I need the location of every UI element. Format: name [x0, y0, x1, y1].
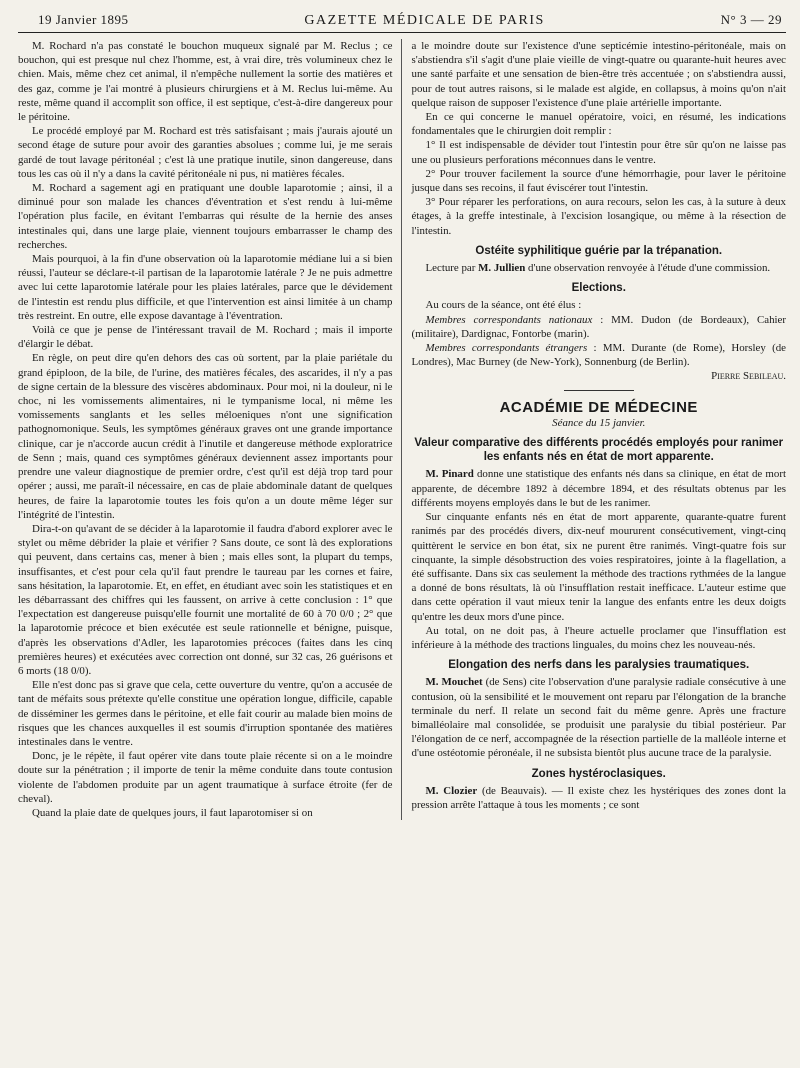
paragraph [412, 784, 787, 812]
paragraph: Donc, je le répète, il faut opérer vite dans toute plaie récente si on a le moindre doute sur la pénétration ; il importe de tenir la même conduite dans toute contusion violente de l'abdomen produite par un agent traumatique à surface étroite (fer de cheval). [18, 750, 393, 805]
paragraph: Au cours de la séance, ont été élus : [425, 299, 582, 312]
paragraph [412, 467, 787, 510]
paragraph: 1° Il est indispensable de dévider tout l'intestin pour être sûr qu'on ne laisse pas une ou plusieurs perforations méconnues dans le ventre. [411, 139, 786, 166]
text: : MM. Durante (de Rome), Horsley (de Londres), Mac Burney (de New-York), Sonnenburg (de Berlin). [411, 342, 786, 369]
paragraph [412, 261, 787, 275]
paragraph: Au total, on ne doit pas, à l'heure actuelle proclamer que l'insufflation est inférieure à la méthode des tractions linguales, du moins chez les nouveau-nés. [411, 624, 786, 651]
divider [564, 390, 634, 391]
text: d'une observation renvoyée à l'étude d'une commission. [525, 262, 771, 275]
signature: Pierre Sebileau. [711, 370, 786, 383]
label: Membres correspondants nationaux [425, 313, 593, 326]
header-number: N° 3 — 29 [720, 12, 782, 27]
paragraph: Sur cinquante enfants nés en état de mort apparente, quarante-quatre furent ranimés par des procédés divers, dix-neuf moururent consécutivement, vingt-cinq quittèrent le service en bon état, six ne purent être ranimés. Vingt-quatre fois sur cinquante, la simple désobstruction des voies respiratoires, jointe à la flagellation, a été suffisante. Dans six cas seulement la méthode des tractions rythmées de la langue a donné de bons résultats, là où l'insufflation restait inefficace. L'auteur estime que dans cette opération il vaut mieux tenir la langue des enfants entre les deux doigts qu'entre les deux mors d'une pince. [411, 511, 786, 623]
text: Lecture par [425, 262, 479, 275]
author-name: M. Pinard [425, 468, 474, 481]
section-heading-zones: Zones hystéroclasiques. [531, 767, 666, 780]
paragraph: a le moindre doute sur l'existence d'une septicémie intestino-péritonéale, mais on s'abstiendra s'il s'agit d'une plaie vieille de vingt-quatre ou quarante-huit heures avec une santé parfaite et une sensation de bien-être très accentuée ; on s'abstiendra aussi, pour de tout autres raisons, si le malade est algide, en collapsus, à moins qu'on n'ait quelque raison de supposer l'existence d'une plaie artérielle importante. [411, 40, 786, 109]
columns [18, 39, 786, 820]
text: donne une statistique des enfants nés dans sa clinique, en état de mort apparente, de décembre 1892 à décembre 1894, et des résultats obtenus par les différents moyens employés dans le but de les ranimer. [411, 468, 786, 509]
paragraph [412, 341, 787, 369]
right-column [402, 39, 787, 820]
author-name: M. Clozier [425, 784, 478, 797]
paragraph: Le procédé employé par M. Rochard est très satisfaisant ; mais j'aurais ajouté un second étage de suture pour avoir des garanties absolues ; comme lui, je me serais gardé de tout lavage péritonéal ; c'est là une pratique inutile, sinon dangereuse, dans tous les cas où il n'y a dans la cavité péritonéale ni pus, ni matières fécales. [18, 125, 393, 180]
section-heading-osteite: Ostéite syphilitique guérie par la trépanation. [475, 244, 723, 257]
paragraph [412, 675, 787, 760]
left-column [18, 39, 402, 820]
paragraph: 3° Pour réparer les perforations, on aura recours, selon les cas, à la suture à deux étages, à la greffe intestinale, à l'excision losangique, ou même à la résection de l'intestin. [411, 196, 786, 237]
paragraph: En ce qui concerne le manuel opératoire, voici, en résumé, les indications fondamentales que le chirurgien doit remplir : [411, 111, 786, 138]
paragraph: Elle n'est donc pas si grave que cela, cette ouverture du ventre, qu'on a accusée de tant de méfaits sous prétexte qu'elle constitue une opération longue, difficile, capable de disséminer les germes dans le péritoine, et elle fait courir au malade bien moins de risques que les chances auxquelles il est soumis d'irruption spontanée des matières intestinales dans le ventre. [18, 679, 393, 748]
paragraph: Dira-t-on qu'avant de se décider à la laparotomie il faudra d'abord explorer avec le stylet ou même débrider la plaie et vérifier ? Sans doute, ce sont là des explorations qui peuvent, dans certains cas, mener à bien ; mais elles sont, la plupart du temps, insuffisantes, et c'est pour cela qu'il faut prendre le taureau par les cornes et faire, sans hésitation, la laparotomie. Et, en effet, en étudiant avec soin les statistiques et en les débarrassant des chiffres qui les faussent, on arrive à cette conclusion : 1° que l'expectation est dangereuse puisqu'elle fournit une mortalité de 60 à 70 0/0 ; 2° que la laparotomie précoce et bien exécutée est seule rationnelle et bénigne, puisque, d'après les observations d'Adler, les laparotomies précoces (faites dans les cinq premières heures) et exécutées avec correction ont donné, sur 32 cas, 26 guérisons et 6 morts (18 0/0). [18, 522, 393, 677]
paragraph: Quand la plaie date de quelques jours, il faut laparotomiser si on [32, 806, 313, 819]
author-name: M. Mouchet [425, 676, 483, 689]
section-heading-elongation: Elongation des nerfs dans les paralysies traumatiques. [448, 659, 750, 672]
text: (de Sens) cite l'observation d'une paralysie radiale consécutive à une contusion, où la sensibilité et le mouvement ont reparu par l'élongation de la branche terminale du nerf. Il relate un second fait du même genre. Après une fracture bimalléolaire mal consolidée, se produisit une paralysie du tibial postérieur. Par l'élongation de ce nerf, accompagnée de la résection partielle de la malléole interne et d'une ostéotomie péronéale, il ne subsista bientôt plus aucune trace de la paralysie. [411, 676, 786, 760]
page-header [18, 12, 786, 33]
author-name: M. Jullien [478, 262, 526, 275]
paragraph: M. Rochard a sagement agi en pratiquant une double laparotomie ; ainsi, il a diminué pour son malade les chances d'éventration et s'est rendu à lui-même l'opération plus facile, en évitant l'embarras qui résulte de la hernie des anses intestinales qui, dans une large plaie, viennent toujours embarrasser le champ des recherches. [18, 182, 393, 251]
academy-heading: ACADÉMIE DE MÉDECINE [499, 398, 698, 416]
header-title: GAZETTE MÉDICALE DE PARIS [304, 13, 545, 28]
text: (de Beauvais). — Il existe chez les hystériques des zones dont la pression arrête l'attaque à tous les moments ; ce sont [411, 784, 786, 811]
paragraph: En règle, on peut dire qu'en dehors des cas où sortent, par la plaie pariétale du grand épiploon, de la bile, de l'urine, des matières fécales, des ascarides, il n'y a pas de signe certain de la blessure des viscères abdominaux. Pour moi, ni la douleur, ni le choc, ni les vomissements alimentaires, ni le tympanisme local, ni même les vomissements sanglants et les selles méloeniques n'ont une signification pathognomonique. Seuls, les symptômes généraux graves ont une grande importance clinique, car je n'accorde aucun crédit à l'inutile et dangereuse méthode exploratrice de Senn ; mais, quand ces symptômes généraux deviennent assez importants pour prendre une valeur diagnostique de premier ordre, c'est qu'il est déjà trop tard pour opérer ; aussi, me paraît-il nécessaire, en cas de plaie abdominale datant de quelques heures, de faire la laparotomie toutes les fois qu'on a un doute même léger sur l'intégrité de l'intestin. [18, 352, 393, 521]
paragraph: 2° Pour trouver facilement la source d'une hémorrhagie, pour laver le péritoine jusque dans ses recoins, il faut éviscérer tout l'intestin. [411, 167, 786, 195]
paragraph: Mais pourquoi, à la fin d'une observation où la laparotomie médiane lui a si bien réussi, l'auteur se déclare-t-il partisan de la laparotomie latérale ? Je ne puis admettre avec lui cette laparotomie latérale pour les plaies latérales, parce que le dévidement de l'intestin est rendu plus difficile, et que l'intervention est ainsi limitée à un champ très restreint. En outre, elle expose davantage à l'éventration. [18, 253, 393, 322]
section-heading-valeur: Valeur comparative des différents procédés employés pour ranimer les enfants nés en état de mort apparente. [414, 437, 784, 464]
section-heading-elections: Elections. [571, 282, 626, 295]
paragraph: M. Rochard n'a pas constaté le bouchon muqueux signalé par M. Reclus ; ce bouchon, qui est presque nul chez l'homme, est, à vrai dire, très volumineux chez le chien. Mais, même chez cet animal, il n'empêche nullement la sortie des matières et des gaz, comme je l'ai montré à plusieurs chirurgiens et à M. Reclus lui-même. Au reste, même quand il accomplit son office, il est septique, c'est-à-dire dangereux pour le péritoine. [18, 40, 393, 124]
paragraph: Voilà ce que je pense de l'intéressant travail de M. Rochard ; mais il importe d'élargir le débat. [18, 324, 393, 351]
paragraph [412, 313, 787, 341]
label: Membres correspondants étrangers [425, 342, 588, 355]
session-date: Séance du 15 janvier. [552, 416, 646, 429]
text: : MM. Dudon (de Bordeaux), Cahier (militaire), Dardignac, Fontorbe (marin). [411, 313, 786, 340]
header-date: 19 Janvier 1895 [38, 12, 129, 27]
